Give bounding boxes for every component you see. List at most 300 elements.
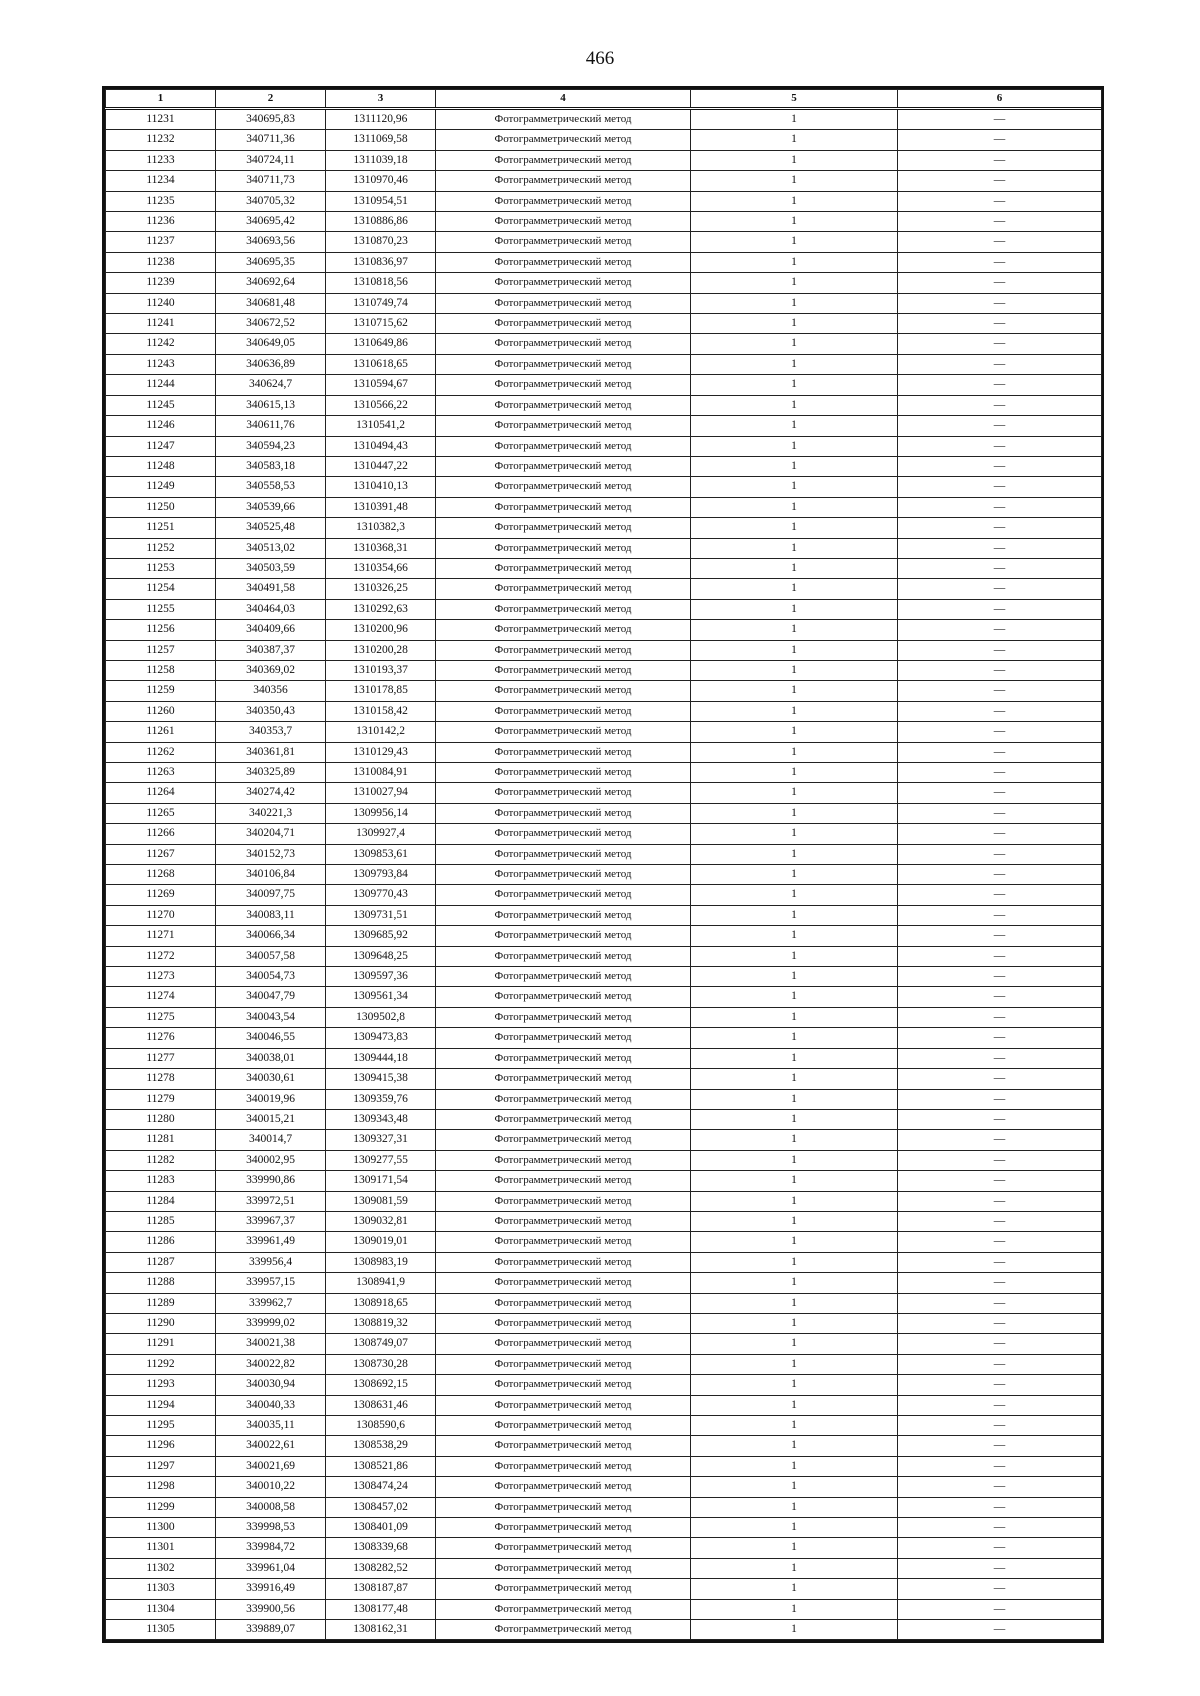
table-row: [106, 334, 1102, 354]
accuracy-cell: 1: [691, 130, 898, 150]
description-cell: —: [898, 232, 1102, 252]
y-coordinate-cell: 1309019,01: [326, 1232, 436, 1252]
method-cell: Фотограмметрический метод: [436, 538, 691, 558]
y-coordinate-cell: 1308177,48: [326, 1599, 436, 1619]
y-coordinate-cell: 1309444,18: [326, 1048, 436, 1068]
y-coordinate-cell: 1310129,43: [326, 742, 436, 762]
point-number-cell: 11253: [106, 558, 216, 578]
description-cell: —: [898, 538, 1102, 558]
description-cell: —: [898, 1313, 1102, 1333]
x-coordinate-cell: 340066,34: [216, 926, 326, 946]
method-cell: Фотограмметрический метод: [436, 395, 691, 415]
x-coordinate-cell: 340503,59: [216, 558, 326, 578]
description-cell: —: [898, 314, 1102, 334]
method-cell: Фотограмметрический метод: [436, 1293, 691, 1313]
point-number-cell: 11284: [106, 1191, 216, 1211]
method-cell: Фотограмметрический метод: [436, 579, 691, 599]
description-cell: —: [898, 885, 1102, 905]
y-coordinate-cell: 1308918,65: [326, 1293, 436, 1313]
accuracy-cell: 1: [691, 783, 898, 803]
x-coordinate-cell: 340057,58: [216, 946, 326, 966]
header-row: [106, 90, 1102, 109]
point-number-cell: 11271: [106, 926, 216, 946]
point-number-cell: 11276: [106, 1028, 216, 1048]
point-number-cell: 11291: [106, 1334, 216, 1354]
y-coordinate-cell: 1308819,32: [326, 1313, 436, 1333]
point-number-cell: 11243: [106, 354, 216, 374]
y-coordinate-cell: 1308692,15: [326, 1375, 436, 1395]
accuracy-cell: 1: [691, 722, 898, 742]
x-coordinate-cell: 340008,58: [216, 1497, 326, 1517]
description-cell: —: [898, 375, 1102, 395]
table-row: [106, 1069, 1102, 1089]
table-row: [106, 273, 1102, 293]
table-row: [106, 1171, 1102, 1191]
method-cell: Фотограмметрический метод: [436, 803, 691, 823]
x-coordinate-cell: 340204,71: [216, 824, 326, 844]
table-row: [106, 926, 1102, 946]
x-coordinate-cell: 339984,72: [216, 1538, 326, 1558]
table-body: [106, 109, 1102, 1640]
method-cell: Фотограмметрический метод: [436, 1395, 691, 1415]
table-row: [106, 314, 1102, 334]
method-cell: Фотограмметрический метод: [436, 1109, 691, 1129]
y-coordinate-cell: 1309956,14: [326, 803, 436, 823]
x-coordinate-cell: 340035,11: [216, 1416, 326, 1436]
point-number-cell: 11268: [106, 865, 216, 885]
accuracy-cell: 1: [691, 905, 898, 925]
y-coordinate-cell: 1310970,46: [326, 171, 436, 191]
point-number-cell: 11304: [106, 1599, 216, 1619]
y-coordinate-cell: 1309648,25: [326, 946, 436, 966]
description-cell: —: [898, 456, 1102, 476]
table-row: [106, 640, 1102, 660]
x-coordinate-cell: 340019,96: [216, 1089, 326, 1109]
point-number-cell: 11251: [106, 518, 216, 538]
method-cell: Фотограмметрический метод: [436, 558, 691, 578]
header-col-5: 5: [691, 90, 898, 109]
table-row: [106, 1028, 1102, 1048]
page-number: 466: [585, 48, 615, 69]
accuracy-cell: 1: [691, 763, 898, 783]
point-number-cell: 11264: [106, 783, 216, 803]
point-number-cell: 11295: [106, 1416, 216, 1436]
accuracy-cell: 1: [691, 354, 898, 374]
accuracy-cell: 1: [691, 212, 898, 232]
description-cell: —: [898, 1375, 1102, 1395]
y-coordinate-cell: 1308401,09: [326, 1518, 436, 1538]
description-cell: —: [898, 1089, 1102, 1109]
y-coordinate-cell: 1310142,2: [326, 722, 436, 742]
point-number-cell: 11277: [106, 1048, 216, 1068]
point-number-cell: 11288: [106, 1273, 216, 1293]
table-row: [106, 1313, 1102, 1333]
table-row: [106, 1232, 1102, 1252]
point-number-cell: 11289: [106, 1293, 216, 1313]
table-row: [106, 1497, 1102, 1517]
table-row: [106, 1273, 1102, 1293]
method-cell: Фотограмметрический метод: [436, 722, 691, 742]
description-cell: —: [898, 212, 1102, 232]
description-cell: —: [898, 518, 1102, 538]
table-row: [106, 579, 1102, 599]
description-cell: —: [898, 1171, 1102, 1191]
table-row: [106, 1477, 1102, 1497]
table-row: [106, 232, 1102, 252]
table-row: [106, 497, 1102, 517]
table-row: [106, 1293, 1102, 1313]
table-row: [106, 293, 1102, 313]
accuracy-cell: 1: [691, 477, 898, 497]
method-cell: Фотограмметрический метод: [436, 987, 691, 1007]
accuracy-cell: 1: [691, 660, 898, 680]
point-number-cell: 11265: [106, 803, 216, 823]
table-row: [106, 191, 1102, 211]
point-number-cell: 11257: [106, 640, 216, 660]
y-coordinate-cell: 1309597,36: [326, 967, 436, 987]
description-cell: —: [898, 1538, 1102, 1558]
x-coordinate-cell: 340705,32: [216, 191, 326, 211]
description-cell: —: [898, 1191, 1102, 1211]
y-coordinate-cell: 1310649,86: [326, 334, 436, 354]
header-col-6: 6: [898, 90, 1102, 109]
table-row: [106, 681, 1102, 701]
method-cell: Фотограмметрический метод: [436, 701, 691, 721]
x-coordinate-cell: 339957,15: [216, 1273, 326, 1293]
method-cell: Фотограмметрический метод: [436, 1620, 691, 1640]
description-cell: —: [898, 558, 1102, 578]
x-coordinate-cell: 340539,66: [216, 497, 326, 517]
y-coordinate-cell: 1311120,96: [326, 109, 436, 130]
accuracy-cell: 1: [691, 1416, 898, 1436]
method-cell: Фотограмметрический метод: [436, 844, 691, 864]
accuracy-cell: 1: [691, 538, 898, 558]
point-number-cell: 11261: [106, 722, 216, 742]
x-coordinate-cell: 340361,81: [216, 742, 326, 762]
y-coordinate-cell: 1308538,29: [326, 1436, 436, 1456]
x-coordinate-cell: 340649,05: [216, 334, 326, 354]
table-row: [106, 1395, 1102, 1415]
x-coordinate-cell: 340047,79: [216, 987, 326, 1007]
table-row: [106, 844, 1102, 864]
x-coordinate-cell: 340558,53: [216, 477, 326, 497]
y-coordinate-cell: 1308339,68: [326, 1538, 436, 1558]
method-cell: Фотограмметрический метод: [436, 967, 691, 987]
accuracy-cell: 1: [691, 1069, 898, 1089]
method-cell: Фотограмметрический метод: [436, 354, 691, 374]
method-cell: Фотограмметрический метод: [436, 130, 691, 150]
description-cell: —: [898, 701, 1102, 721]
description-cell: —: [898, 1293, 1102, 1313]
point-number-cell: 11290: [106, 1313, 216, 1333]
accuracy-cell: 1: [691, 1130, 898, 1150]
description-cell: —: [898, 477, 1102, 497]
y-coordinate-cell: 1310326,25: [326, 579, 436, 599]
method-cell: Фотограмметрический метод: [436, 1130, 691, 1150]
method-cell: Фотограмметрический метод: [436, 1171, 691, 1191]
accuracy-cell: 1: [691, 803, 898, 823]
method-cell: Фотограмметрический метод: [436, 1048, 691, 1068]
x-coordinate-cell: 340002,95: [216, 1150, 326, 1170]
x-coordinate-cell: 340221,3: [216, 803, 326, 823]
x-coordinate-cell: 340583,18: [216, 456, 326, 476]
x-coordinate-cell: 340046,55: [216, 1028, 326, 1048]
table-row: [106, 1436, 1102, 1456]
y-coordinate-cell: 1309770,43: [326, 885, 436, 905]
method-cell: Фотограмметрический метод: [436, 824, 691, 844]
method-cell: Фотограмметрический метод: [436, 1416, 691, 1436]
table-row: [106, 660, 1102, 680]
description-cell: —: [898, 742, 1102, 762]
table-row: [106, 252, 1102, 272]
point-number-cell: 11262: [106, 742, 216, 762]
point-number-cell: 11287: [106, 1252, 216, 1272]
y-coordinate-cell: 1310410,13: [326, 477, 436, 497]
y-coordinate-cell: 1309081,59: [326, 1191, 436, 1211]
description-cell: —: [898, 865, 1102, 885]
y-coordinate-cell: 1310382,3: [326, 518, 436, 538]
x-coordinate-cell: 340711,73: [216, 171, 326, 191]
point-number-cell: 11236: [106, 212, 216, 232]
x-coordinate-cell: 340695,83: [216, 109, 326, 130]
accuracy-cell: 1: [691, 844, 898, 864]
table-row: [106, 1558, 1102, 1578]
table-row: [106, 742, 1102, 762]
table-row: [106, 1130, 1102, 1150]
accuracy-cell: 1: [691, 436, 898, 456]
x-coordinate-cell: 340010,22: [216, 1477, 326, 1497]
x-coordinate-cell: 340038,01: [216, 1048, 326, 1068]
y-coordinate-cell: 1309327,31: [326, 1130, 436, 1150]
y-coordinate-cell: 1309685,92: [326, 926, 436, 946]
accuracy-cell: 1: [691, 1334, 898, 1354]
description-cell: —: [898, 1334, 1102, 1354]
accuracy-cell: 1: [691, 1395, 898, 1415]
table-row: [106, 416, 1102, 436]
method-cell: Фотограмметрический метод: [436, 456, 691, 476]
accuracy-cell: 1: [691, 1150, 898, 1170]
accuracy-cell: 1: [691, 1456, 898, 1476]
accuracy-cell: 1: [691, 1375, 898, 1395]
y-coordinate-cell: 1308590,6: [326, 1416, 436, 1436]
accuracy-cell: 1: [691, 191, 898, 211]
accuracy-cell: 1: [691, 232, 898, 252]
point-number-cell: 11300: [106, 1518, 216, 1538]
table-row: [106, 1416, 1102, 1436]
method-cell: Фотограмметрический метод: [436, 212, 691, 232]
method-cell: Фотограмметрический метод: [436, 763, 691, 783]
x-coordinate-cell: 340525,48: [216, 518, 326, 538]
point-number-cell: 11298: [106, 1477, 216, 1497]
method-cell: Фотограмметрический метод: [436, 1007, 691, 1027]
accuracy-cell: 1: [691, 824, 898, 844]
accuracy-cell: 1: [691, 967, 898, 987]
point-number-cell: 11250: [106, 497, 216, 517]
method-cell: Фотограмметрический метод: [436, 1150, 691, 1170]
x-coordinate-cell: 340611,76: [216, 416, 326, 436]
point-number-cell: 11273: [106, 967, 216, 987]
y-coordinate-cell: 1309032,81: [326, 1211, 436, 1231]
method-cell: Фотограмметрический метод: [436, 599, 691, 619]
point-number-cell: 11279: [106, 1089, 216, 1109]
point-number-cell: 11249: [106, 477, 216, 497]
y-coordinate-cell: 1310200,28: [326, 640, 436, 660]
y-coordinate-cell: 1308631,46: [326, 1395, 436, 1415]
accuracy-cell: 1: [691, 1293, 898, 1313]
x-coordinate-cell: 340387,37: [216, 640, 326, 660]
accuracy-cell: 1: [691, 1171, 898, 1191]
description-cell: —: [898, 1273, 1102, 1293]
y-coordinate-cell: 1310954,51: [326, 191, 436, 211]
method-cell: Фотограмметрический метод: [436, 926, 691, 946]
description-cell: —: [898, 967, 1102, 987]
y-coordinate-cell: 1309853,61: [326, 844, 436, 864]
method-cell: Фотограмметрический метод: [436, 1518, 691, 1538]
point-number-cell: 11301: [106, 1538, 216, 1558]
description-cell: —: [898, 620, 1102, 640]
method-cell: Фотограмметрический метод: [436, 1579, 691, 1599]
y-coordinate-cell: 1308983,19: [326, 1252, 436, 1272]
point-number-cell: 11292: [106, 1354, 216, 1374]
accuracy-cell: 1: [691, 1028, 898, 1048]
y-coordinate-cell: 1310594,67: [326, 375, 436, 395]
table-row: [106, 763, 1102, 783]
table-row: [106, 1518, 1102, 1538]
accuracy-cell: 1: [691, 171, 898, 191]
header-col-4: 4: [436, 90, 691, 109]
x-coordinate-cell: 340594,23: [216, 436, 326, 456]
table-row: [106, 1109, 1102, 1129]
table-row: [106, 1456, 1102, 1476]
method-cell: Фотограмметрический метод: [436, 1558, 691, 1578]
description-cell: —: [898, 660, 1102, 680]
x-coordinate-cell: 340054,73: [216, 967, 326, 987]
y-coordinate-cell: 1310354,66: [326, 558, 436, 578]
table-row: [106, 620, 1102, 640]
x-coordinate-cell: 340021,38: [216, 1334, 326, 1354]
accuracy-cell: 1: [691, 293, 898, 313]
x-coordinate-cell: 340353,7: [216, 722, 326, 742]
method-cell: Фотограмметрический метод: [436, 293, 691, 313]
table-row: [106, 354, 1102, 374]
method-cell: Фотограмметрический метод: [436, 334, 691, 354]
point-number-cell: 11256: [106, 620, 216, 640]
point-number-cell: 11260: [106, 701, 216, 721]
y-coordinate-cell: 1310818,56: [326, 273, 436, 293]
header-col-2: 2: [216, 90, 326, 109]
table-row: [106, 946, 1102, 966]
x-coordinate-cell: 340491,58: [216, 579, 326, 599]
point-number-cell: 11259: [106, 681, 216, 701]
x-coordinate-cell: 340681,48: [216, 293, 326, 313]
y-coordinate-cell: 1309359,76: [326, 1089, 436, 1109]
accuracy-cell: 1: [691, 1313, 898, 1333]
point-number-cell: 11233: [106, 150, 216, 170]
description-cell: —: [898, 1558, 1102, 1578]
table-row: [106, 518, 1102, 538]
accuracy-cell: 1: [691, 1252, 898, 1272]
y-coordinate-cell: 1310027,94: [326, 783, 436, 803]
table-row: [106, 1191, 1102, 1211]
y-coordinate-cell: 1308730,28: [326, 1354, 436, 1374]
y-coordinate-cell: 1308187,87: [326, 1579, 436, 1599]
accuracy-cell: 1: [691, 885, 898, 905]
method-cell: Фотограмметрический метод: [436, 1599, 691, 1619]
point-number-cell: 11269: [106, 885, 216, 905]
accuracy-cell: 1: [691, 273, 898, 293]
accuracy-cell: 1: [691, 946, 898, 966]
x-coordinate-cell: 339961,49: [216, 1232, 326, 1252]
description-cell: —: [898, 273, 1102, 293]
x-coordinate-cell: 340672,52: [216, 314, 326, 334]
table-row: [106, 477, 1102, 497]
y-coordinate-cell: 1310836,97: [326, 252, 436, 272]
x-coordinate-cell: 340274,42: [216, 783, 326, 803]
point-number-cell: 11231: [106, 109, 216, 130]
x-coordinate-cell: 339972,51: [216, 1191, 326, 1211]
x-coordinate-cell: 340464,03: [216, 599, 326, 619]
table-row: [106, 1252, 1102, 1272]
y-coordinate-cell: 1309502,8: [326, 1007, 436, 1027]
description-cell: —: [898, 905, 1102, 925]
method-cell: Фотограмметрический метод: [436, 1069, 691, 1089]
table-row: [106, 1007, 1102, 1027]
x-coordinate-cell: 339916,49: [216, 1579, 326, 1599]
method-cell: Фотограмметрический метод: [436, 375, 691, 395]
point-number-cell: 11302: [106, 1558, 216, 1578]
point-number-cell: 11234: [106, 171, 216, 191]
table-row: [106, 171, 1102, 191]
point-number-cell: 11305: [106, 1620, 216, 1640]
description-cell: —: [898, 844, 1102, 864]
description-cell: —: [898, 926, 1102, 946]
x-coordinate-cell: 339998,53: [216, 1518, 326, 1538]
description-cell: —: [898, 334, 1102, 354]
method-cell: Фотограмметрический метод: [436, 1477, 691, 1497]
description-cell: —: [898, 681, 1102, 701]
point-number-cell: 11235: [106, 191, 216, 211]
description-cell: —: [898, 293, 1102, 313]
method-cell: Фотограмметрический метод: [436, 1273, 691, 1293]
method-cell: Фотограмметрический метод: [436, 1089, 691, 1109]
description-cell: —: [898, 1416, 1102, 1436]
accuracy-cell: 1: [691, 1232, 898, 1252]
accuracy-cell: 1: [691, 1579, 898, 1599]
table-row: [106, 803, 1102, 823]
description-cell: —: [898, 803, 1102, 823]
y-coordinate-cell: 1310193,37: [326, 660, 436, 680]
x-coordinate-cell: 340030,94: [216, 1375, 326, 1395]
description-cell: —: [898, 1599, 1102, 1619]
x-coordinate-cell: 340695,42: [216, 212, 326, 232]
y-coordinate-cell: 1308457,02: [326, 1497, 436, 1517]
method-cell: Фотограмметрический метод: [436, 273, 691, 293]
table-row: [106, 905, 1102, 925]
table-row: [106, 109, 1102, 130]
accuracy-cell: 1: [691, 334, 898, 354]
x-coordinate-cell: 340636,89: [216, 354, 326, 374]
y-coordinate-cell: 1310200,96: [326, 620, 436, 640]
table-row: [106, 783, 1102, 803]
description-cell: —: [898, 1150, 1102, 1170]
method-cell: Фотограмметрический метод: [436, 1538, 691, 1558]
y-coordinate-cell: 1310715,62: [326, 314, 436, 334]
point-number-cell: 11285: [106, 1211, 216, 1231]
x-coordinate-cell: 340106,84: [216, 865, 326, 885]
accuracy-cell: 1: [691, 681, 898, 701]
y-coordinate-cell: 1311039,18: [326, 150, 436, 170]
point-number-cell: 11272: [106, 946, 216, 966]
